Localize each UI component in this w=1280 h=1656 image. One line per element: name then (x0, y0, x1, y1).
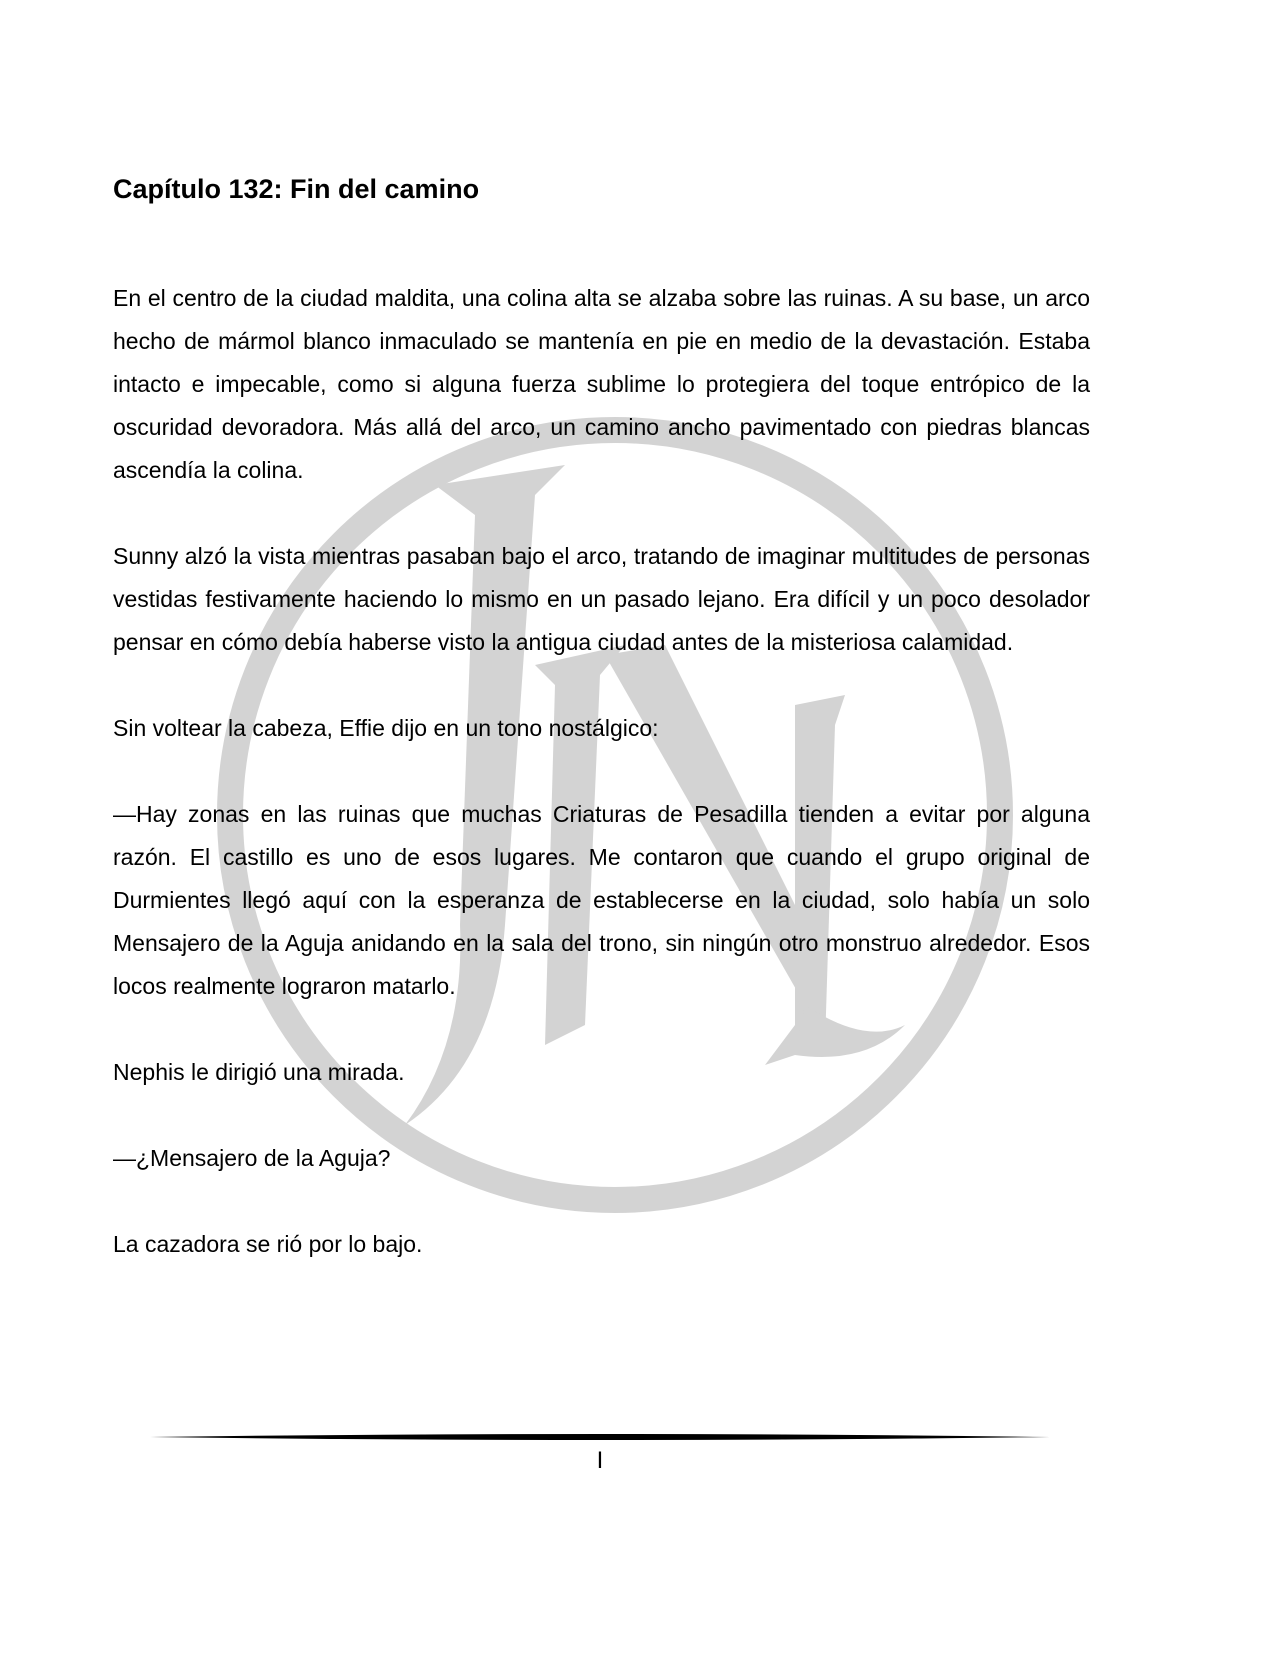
paragraph: En el centro de la ciudad maldita, una colina alta se alzaba sobre las ruinas. A su base, un arco hecho de mármol blanco inmaculado se mantenía en pie en medio de la devastación. Estaba intacto e impecable, como si alguna fuerza sublime lo protegiera del toque entrópico de la oscuridad devoradora. Más allá del arco, un camino ancho pavimentado con piedras blancas ascendía la colina. (113, 285, 1090, 484)
chapter-body (113, 277, 1090, 1266)
page-content (113, 172, 1090, 1266)
paragraph: Sunny alzó la vista mientras pasaban bajo el arco, tratando de imaginar multitudes de personas vestidas festivamente haciendo lo mismo en un pasado lejano. Era difícil y un poco desolador pensar en cómo debía haberse visto la antigua ciudad antes de la misteriosa calamidad. (113, 543, 1090, 656)
footer-divider (150, 1430, 1050, 1444)
paragraph: Nephis le dirigió una mirada. (113, 1059, 405, 1086)
paragraph: —¿Mensajero de la Aguja? (113, 1145, 391, 1172)
paragraph: La cazadora se rió por lo bajo. (113, 1231, 423, 1258)
chapter-title: Capítulo 132: Fin del camino (113, 174, 480, 204)
paragraph: Sin voltear la cabeza, Effie dijo en un tono nostálgico: (113, 715, 659, 742)
page-number: I (596, 1447, 604, 1474)
paragraph: —Hay zonas en las ruinas que muchas Criaturas de Pesadilla tienden a evitar por alguna razón. El castillo es uno de esos lugares. Me contaron que cuando el grupo original de Durmientes llegó aquí con la esperanza de establecerse en la ciudad, solo había un solo Mensajero de la Aguja anidando en la sala del trono, sin ningún otro monstruo alrededor. Esos locos realmente lograron matarlo. (113, 801, 1090, 1000)
